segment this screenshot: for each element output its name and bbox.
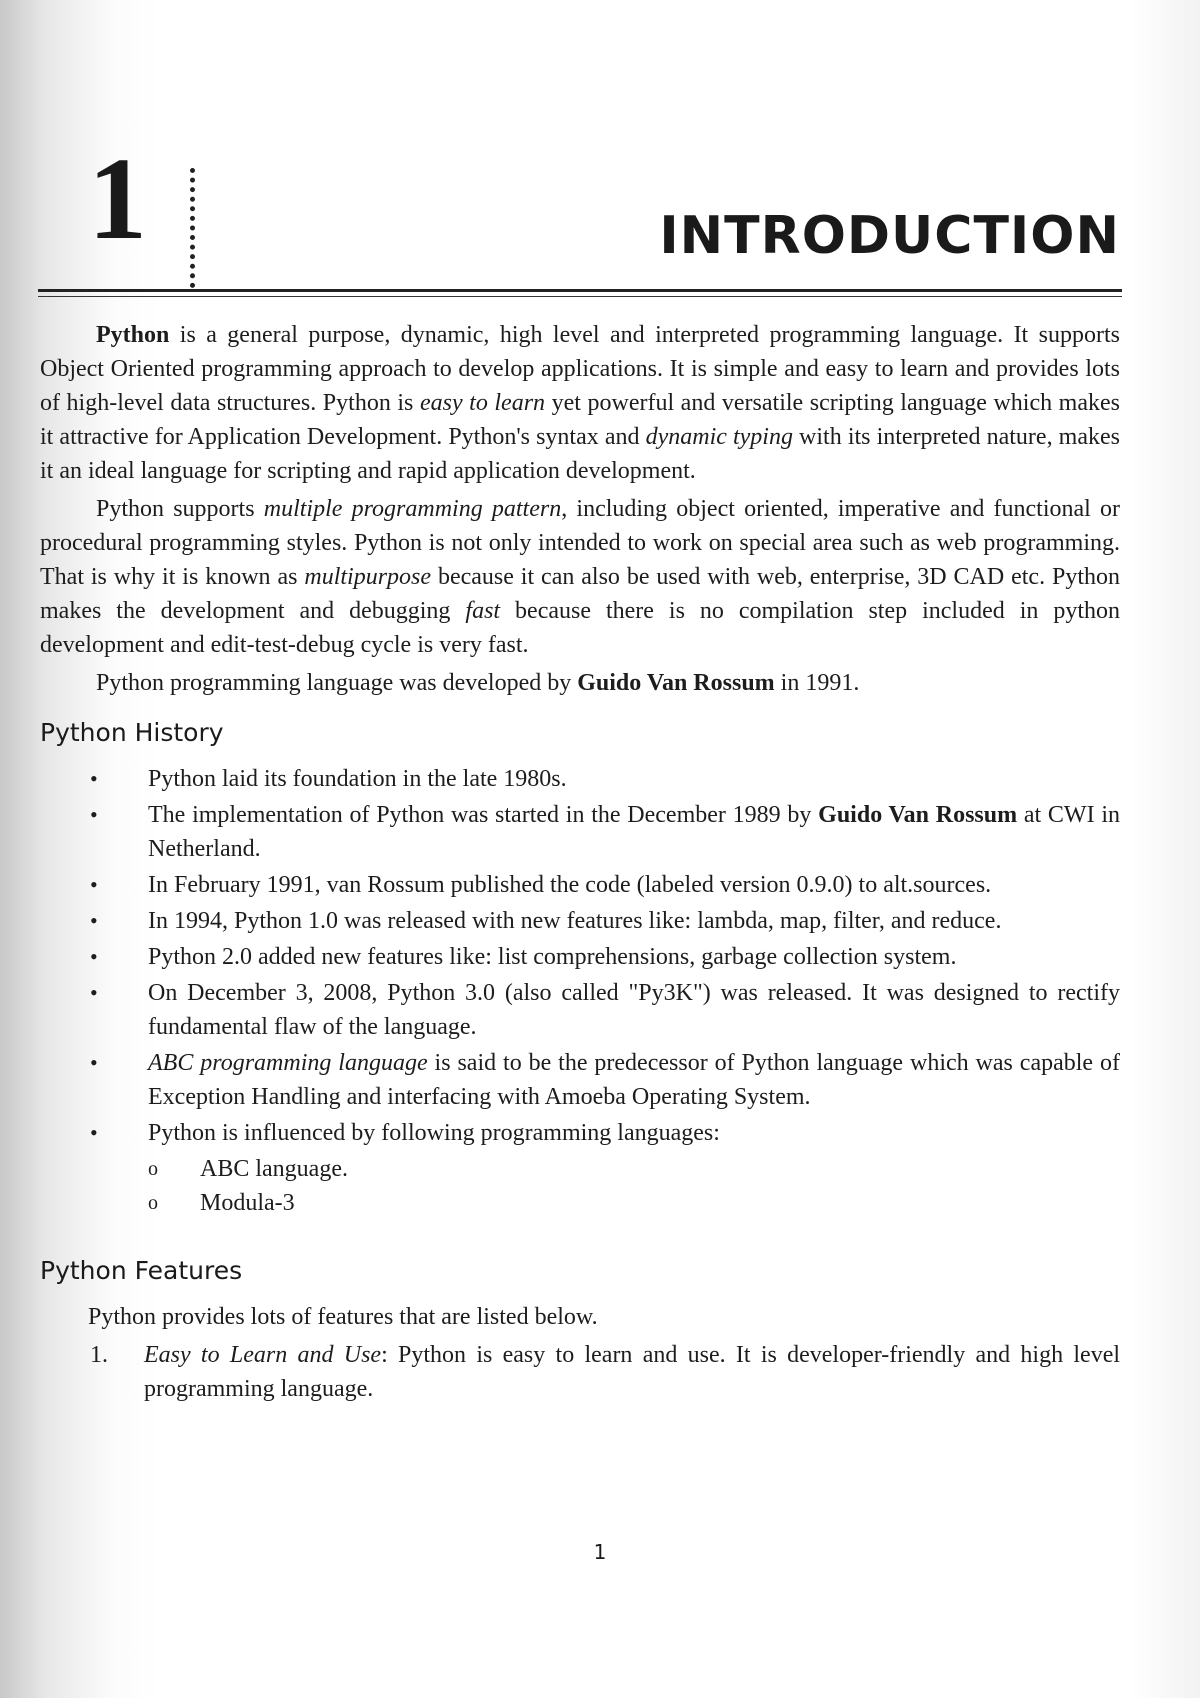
header-rule-thick: [38, 289, 1122, 292]
history-sublist: [40, 1152, 1120, 1220]
page-number: 1: [593, 1540, 607, 1564]
bullet-icon: •: [90, 872, 98, 897]
chapter-number: 1: [88, 133, 147, 264]
list-item: • Python is influenced by following programming languages:: [40, 1116, 1120, 1150]
intro-paragraph-3: Python programming language was developed by Guido Van Rossum in 1991.: [96, 670, 860, 696]
list-item: • Python laid its foundation in the late 1980s.: [40, 762, 1120, 796]
bullet-icon: •: [90, 1050, 98, 1075]
chapter-title: INTRODUCTION: [659, 206, 1120, 266]
section-heading-history: Python History: [40, 718, 224, 747]
list-item: • On December 3, 2008, Python 3.0 (also called "Py3K") was released. It was designed to rectify fundamental flaw of the language.: [40, 976, 1120, 1044]
list-item: • Python 2.0 added new features like: list comprehensions, garbage collection system.: [40, 940, 1120, 974]
list-item: • In 1994, Python 1.0 was released with new features like: lambda, map, filter, and reduce.: [40, 904, 1120, 938]
list-item: 1. Easy to Learn and Use: Python is easy to learn and use. It is developer-friendly and high level programming language.: [40, 1338, 1120, 1406]
list-item: • In February 1991, van Rossum published the code (labeled version 0.9.0) to alt.sources.: [40, 868, 1120, 902]
list-item: o ABC language.: [40, 1152, 1120, 1186]
bullet-icon: •: [90, 802, 98, 827]
list-item: • The implementation of Python was started in the December 1989 by Guido Van Rossum at CWI in Netherland.: [40, 798, 1120, 866]
history-list: [40, 762, 1120, 1150]
page-content: [40, 318, 1120, 1406]
bullet-icon: •: [90, 944, 98, 969]
header-rule-thin: [38, 296, 1122, 297]
intro-paragraph-2: Python supports multiple programming pattern, including object oriented, imperative and functional or procedural programming styles. Python is not only intended to work on special area such as web programming. That is why it is known as multipurpose because it can also be used with web, enterprise, 3D CAD etc. Python makes the development and debugging fast because there is no compilation step included in python development and edit-test-debug cycle is very fast.: [40, 496, 1121, 658]
bullet-icon: •: [90, 980, 98, 1005]
circle-bullet-icon: o: [148, 1192, 158, 1214]
circle-bullet-icon: o: [148, 1158, 158, 1180]
bullet-icon: •: [90, 908, 98, 933]
features-intro: Python provides lots of features that are listed below.: [88, 1304, 598, 1330]
chapter-divider-dots: [190, 168, 195, 288]
features-list: [40, 1338, 1120, 1406]
list-item: o Modula-3: [40, 1186, 1120, 1220]
intro-paragraph-1: Python is a general purpose, dynamic, high level and interpreted programming language. It supports Object Oriented programming approach to develop applications. It is simple and easy to learn and provides lots of high-level data structures. Python is easy to learn yet powerful and versatile scripting language which makes it attractive for Application Development. Python's syntax and dynamic typing with its interpreted nature, makes it an ideal language for scripting and rapid application development.: [40, 322, 1120, 484]
bullet-icon: •: [90, 1120, 98, 1145]
section-heading-features: Python Features: [40, 1256, 243, 1285]
list-item: • ABC programming language is said to be the predecessor of Python language which was capable of Exception Handling and interfacing with Amoeba Operating System.: [40, 1046, 1120, 1114]
bullet-icon: •: [90, 766, 98, 791]
list-number: 1.: [90, 1342, 108, 1368]
